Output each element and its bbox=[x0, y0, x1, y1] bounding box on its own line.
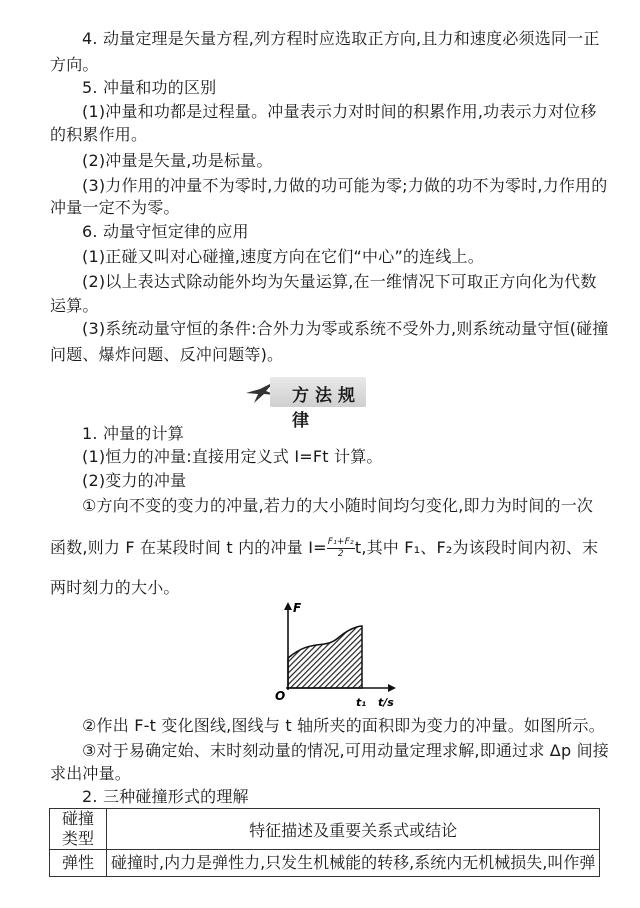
shaded-area bbox=[288, 626, 362, 688]
fraction-denominator: 2 bbox=[337, 549, 344, 559]
text-line: 4. 动量定理是矢量方程,列方程时应选取正方向,且力和速度必须选同一正 bbox=[82, 29, 600, 48]
y-label: F bbox=[293, 601, 302, 615]
text-line: 问题、爆炸问题、反冲问题等)。 bbox=[50, 345, 284, 364]
text-line: (3)力作用的冲量不为零时,力做的功可能为零;力做的功不为零时,力作用的 bbox=[82, 176, 608, 195]
formula-post: t,其中 F₁、F₂为该段时间内初、末 bbox=[354, 538, 599, 557]
header-line: 类型 bbox=[61, 829, 94, 848]
text-line: 1. 冲量的计算 bbox=[82, 424, 184, 443]
collision-table bbox=[49, 808, 600, 877]
y-arrow bbox=[284, 602, 292, 610]
text-line: (1)恒力的冲量:直接用定义式 I=Ft 计算。 bbox=[82, 447, 383, 466]
fraction bbox=[327, 537, 355, 560]
header-line: 碰撞 bbox=[61, 809, 94, 828]
x-label: t/s bbox=[378, 696, 394, 709]
text-line: (2)变力的冲量 bbox=[82, 471, 187, 490]
text-line: 2. 三种碰撞形式的理解 bbox=[82, 787, 249, 806]
text-line: (1)冲量和功都是过程量。冲量表示力对时间的积累作用,功表示力对位移 bbox=[82, 102, 597, 121]
text-line: 运算。 bbox=[50, 296, 99, 315]
text-line: 求出冲量。 bbox=[50, 764, 132, 783]
text-line: (2)冲量是矢量,功是标量。 bbox=[82, 151, 273, 170]
table-header-row bbox=[50, 809, 600, 850]
text-line: (3)系统动量守恒的条件:合外力为零或系统不受外力,则系统动量守恒(碰撞 bbox=[82, 319, 609, 338]
text-line: (2)以上表达式除动能外均为矢量运算,在一维情况下可取正方向化为代数 bbox=[82, 272, 597, 291]
x-arrow bbox=[388, 684, 396, 692]
fraction-numerator: F₁+F₂ bbox=[327, 537, 354, 547]
text-line: 5. 冲量和功的区别 bbox=[82, 78, 217, 97]
heading-title: 方法规律 bbox=[292, 386, 361, 431]
text-line: 方向。 bbox=[50, 55, 99, 74]
header-cell: 特征描述及重要关系式或结论 bbox=[107, 809, 600, 850]
header-cell bbox=[50, 809, 107, 850]
text-line: ②作出 F-t 变化图线,图线与 t 轴所夹的面积即为变力的冲量。如图所示。 bbox=[82, 716, 605, 735]
text-line: ③对于易确定始、末时刻动量的情况,可用动量定理求解,即通过求 Δp 间接 bbox=[82, 741, 609, 760]
text-line: 的积累作用。 bbox=[50, 125, 148, 144]
formula-pre: 函数,则力 F 在某段时间 t 内的冲量 I= bbox=[50, 538, 327, 557]
force-time-figure bbox=[272, 598, 406, 710]
origin-label: O bbox=[275, 689, 286, 703]
text-line: 6. 动量守恒定律的应用 bbox=[82, 222, 249, 241]
text-line: ①方向不变的变力的冲量,若力的大小随时间均匀变化,即力为时间的一次 bbox=[82, 496, 594, 515]
tick-label: t₁ bbox=[356, 696, 367, 709]
text-line: 冲量一定不为零。 bbox=[50, 198, 180, 217]
table-cell: 碰撞时,内力是弹性力,只发生机械能的转移,系统内无机械损失,叫作弹 bbox=[107, 850, 600, 877]
table-row bbox=[50, 850, 600, 877]
text-line: 两时刻力的大小。 bbox=[50, 578, 180, 597]
table-cell: 弹性 bbox=[50, 850, 107, 877]
text-line: (1)正碰又叫对心碰撞,速度方向在它们“中心”的连线上。 bbox=[82, 247, 484, 266]
section-heading bbox=[244, 377, 368, 431]
formula-line bbox=[50, 537, 598, 560]
